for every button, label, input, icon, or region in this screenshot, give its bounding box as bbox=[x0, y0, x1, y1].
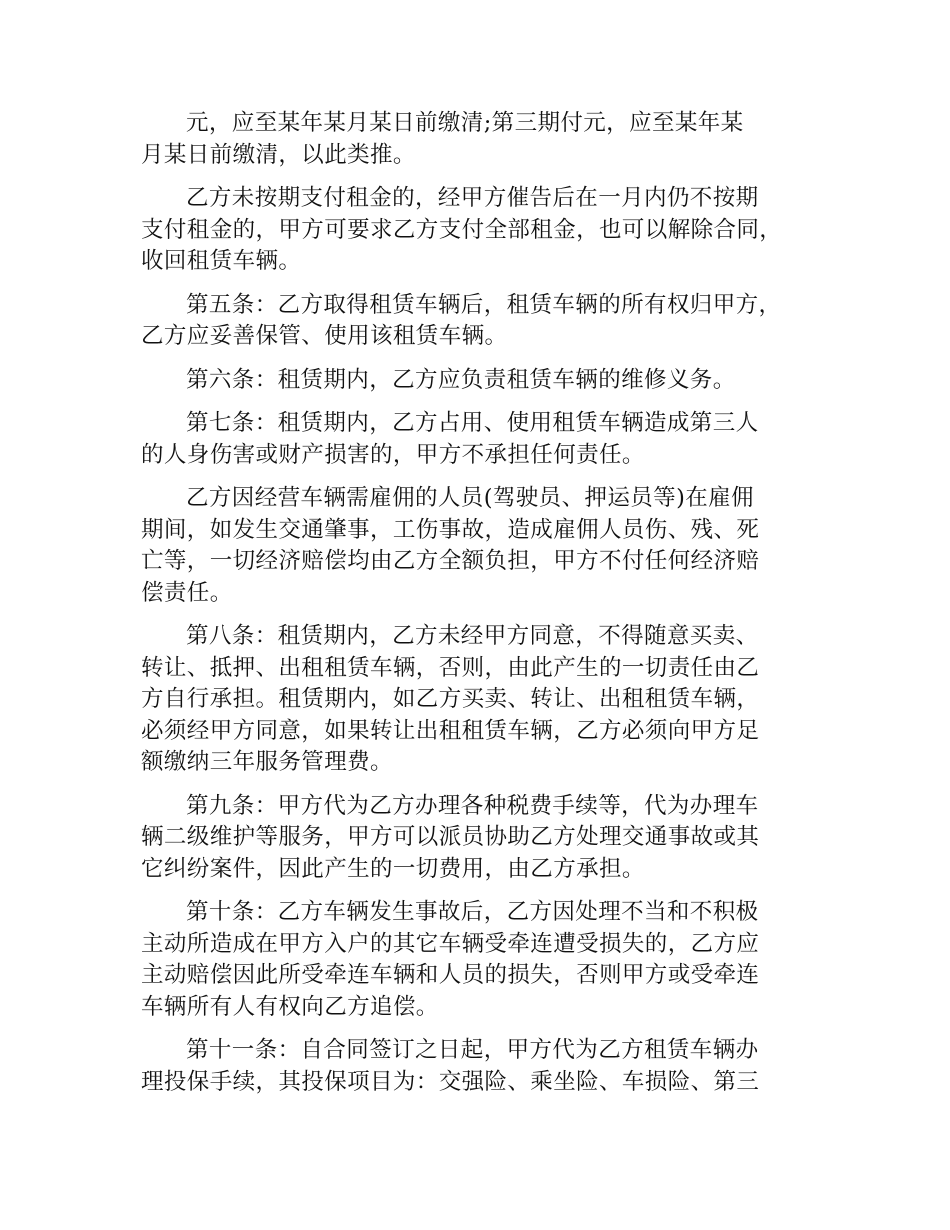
text-line: 乙方应妥善保管、使用该租赁车辆。 bbox=[141, 323, 508, 349]
text-line: 第五条：乙方取得租赁车辆后，租赁车辆的所有权归甲方， bbox=[186, 291, 782, 318]
text-line: 元，应至某年某月某日前缴清;第三期付元，应至某年某 bbox=[186, 110, 744, 136]
text-line: 必须经甲方同意，如果转让出租租赁车辆，乙方必须向甲方足 bbox=[141, 717, 760, 744]
paragraph-article-7 bbox=[141, 408, 813, 471]
text-line: 主动所造成在甲方入户的其它车辆受牵连遭受损失的，乙方应 bbox=[141, 930, 760, 957]
paragraph-employees bbox=[141, 483, 813, 609]
text-line: 第十条：乙方车辆发生事故后，乙方因处理不当和不积极 bbox=[186, 899, 759, 925]
paragraph-article-10 bbox=[141, 897, 813, 1023]
text-line: 第九条：甲方代为乙方办理各种税费手续等，代为办理车 bbox=[186, 792, 759, 819]
text-line: 乙方未按期支付租金的，经甲方催告后在一月内仍不按期 bbox=[186, 185, 759, 211]
text-line: 第六条：租赁期内，乙方应负责租赁车辆的维修义务。 bbox=[186, 366, 736, 393]
text-line: 它纠纷案件，因此产生的一切费用，由乙方承担。 bbox=[141, 855, 645, 882]
paragraph-article-6 bbox=[141, 365, 813, 397]
document-page bbox=[141, 108, 813, 1110]
text-line: 第八条：租赁期内，乙方未经甲方同意，不得随意买卖、 bbox=[186, 623, 759, 649]
text-line: 额缴纳三年服务管理费。 bbox=[141, 749, 393, 775]
paragraph-payment-schedule bbox=[141, 108, 813, 171]
text-line: 亡等，一切经济赔偿均由乙方全额负担，甲方不付任何经济赔 bbox=[141, 548, 760, 574]
text-line: 第十一条：自合同签订之日起，甲方代为乙方租赁车辆办 bbox=[186, 1037, 759, 1063]
text-line: 偿责任。 bbox=[141, 579, 233, 606]
paragraph-article-11 bbox=[141, 1035, 813, 1098]
text-line: 转让、抵押、出租租赁车辆，否则，由此产生的一切责任由乙 bbox=[141, 654, 760, 681]
paragraph-late-payment bbox=[141, 183, 813, 278]
text-line: 的人身伤害或财产损害的，甲方不承担任何责任。 bbox=[141, 441, 645, 468]
paragraph-article-8 bbox=[141, 621, 813, 779]
text-line: 辆二级维护等服务，甲方可以派员协助乙方处理交通事故或其 bbox=[141, 824, 760, 850]
text-line: 主动赔偿因此所受牵连车辆和人员的损失，否则甲方或受牵连 bbox=[141, 962, 760, 988]
text-line: 第七条：租赁期内，乙方占用、使用租赁车辆造成第三人 bbox=[186, 410, 759, 436]
text-line: 月某日前缴清，以此类推。 bbox=[141, 141, 416, 168]
text-line: 车辆所有人有权向乙方追偿。 bbox=[141, 993, 439, 1020]
text-line: 期间，如发生交通肇事，工伤事故，造成雇佣人员伤、残、死 bbox=[141, 516, 760, 543]
text-line: 乙方因经营车辆需雇佣的人员(驾驶员、押运员等)在雇佣 bbox=[186, 485, 754, 511]
paragraph-article-5 bbox=[141, 290, 813, 353]
text-line: 支付租金的，甲方可要求乙方支付全部租金，也可以解除合同， bbox=[141, 216, 783, 243]
text-line: 理投保手续，其投保项目为：交强险、乘坐险、车损险、第三 bbox=[141, 1068, 760, 1095]
text-line: 方自行承担。租赁期内，如乙方买卖、转让、出租租赁车辆， bbox=[141, 686, 760, 712]
paragraph-article-9 bbox=[141, 791, 813, 886]
text-line: 收回租赁车辆。 bbox=[141, 248, 302, 274]
